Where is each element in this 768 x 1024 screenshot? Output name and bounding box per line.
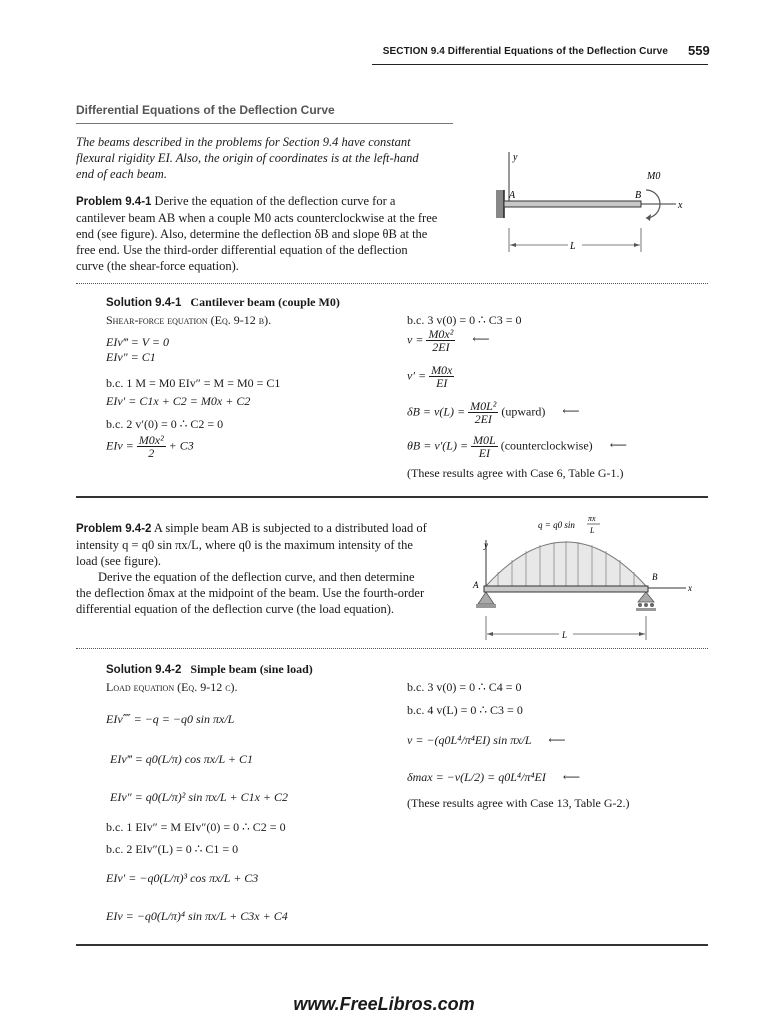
figure-cantilever-beam bbox=[480, 148, 710, 263]
point-a-label: A bbox=[473, 580, 479, 590]
note: (counterclockwise) bbox=[500, 438, 593, 453]
solution-9-4-2-heading bbox=[106, 662, 313, 677]
eq-line-3: EIv″ = q0(L/π)² sin πx/L + C1x + C2 bbox=[110, 790, 289, 804]
point-b-label: B bbox=[635, 190, 642, 201]
solution-label: Solution 9.4-2 bbox=[106, 664, 182, 676]
eq-right-1: b.c. 3 v(0) = 0 ∴ C3 = 0 bbox=[407, 313, 522, 327]
agreement-note: (These results agree with Case 6, Table G-1.) bbox=[407, 466, 624, 480]
rhs: + C3 bbox=[168, 438, 194, 453]
beam bbox=[484, 586, 648, 592]
eq-line-5: b.c. 2 EIv″(L) = 0 ∴ C1 = 0 bbox=[106, 842, 239, 856]
equation: δmax = −v(L/2) = q0L⁴/π⁴EI bbox=[407, 770, 546, 784]
solution-title: Cantilever beam (couple M0) bbox=[190, 295, 340, 309]
eq-right-2: b.c. 4 v(L) = 0 ∴ C3 = 0 bbox=[407, 703, 523, 717]
result-arrow-icon: ⟵ bbox=[562, 404, 580, 419]
figure-simple-beam-sine-load bbox=[470, 508, 710, 644]
solution-label: Solution 9.4-1 bbox=[106, 297, 182, 309]
lhs: EIv = bbox=[106, 438, 134, 453]
eq-line-5: b.c. 2 v′(0) = 0 ∴ C2 = 0 bbox=[106, 417, 224, 431]
lhs: θB = v′(L) = bbox=[407, 438, 469, 453]
load-label: q = q0 sin bbox=[538, 520, 575, 530]
problem-label: Problem 9.4-1 bbox=[76, 196, 152, 208]
eq-line-1: EIv⁗ = −q = −q0 sin πx/L bbox=[106, 712, 235, 726]
problem-9-4-2 bbox=[76, 520, 428, 617]
result-arrow-icon: ⟵ bbox=[472, 332, 490, 347]
lhs: v = bbox=[407, 332, 424, 347]
result-arrow-icon: ⟵ bbox=[609, 438, 627, 453]
couple-arrowhead bbox=[646, 214, 651, 221]
eq-line-6 bbox=[106, 434, 194, 459]
section-title: Differential Equations of the Deflection Curve bbox=[76, 103, 335, 117]
fraction bbox=[137, 434, 166, 459]
numerator: M0x² bbox=[428, 327, 454, 341]
problem-label: Problem 9.4-2 bbox=[76, 523, 152, 535]
solution-title: Simple beam (sine load) bbox=[190, 662, 313, 676]
denominator: 2EI bbox=[432, 340, 450, 354]
eq-right-3 bbox=[407, 364, 454, 389]
numerator: M0x bbox=[431, 363, 453, 377]
load-label-num: πx bbox=[588, 514, 596, 523]
separator-solid-1 bbox=[76, 496, 708, 498]
eq-line-4: EIv′ = C1x + C2 = M0x + C2 bbox=[106, 394, 251, 408]
header-rule bbox=[372, 64, 708, 65]
separator-dotted-2 bbox=[76, 648, 708, 649]
eq-line-3: b.c. 1 M = M0 EIv″ = M = M0 = C1 bbox=[106, 376, 281, 390]
agreement-note: (These results agree with Case 13, Table G-2.) bbox=[407, 796, 630, 810]
dim-arrow-right bbox=[634, 243, 640, 247]
problem-9-4-1 bbox=[76, 193, 438, 274]
couple-label: M0 bbox=[647, 171, 661, 182]
fraction bbox=[468, 400, 498, 425]
y-axis-label: y bbox=[484, 540, 488, 550]
length-label: L bbox=[562, 630, 568, 640]
denominator: 2EI bbox=[474, 412, 492, 426]
eq-right-3 bbox=[407, 733, 566, 748]
numerator: M0L² bbox=[470, 399, 497, 413]
fraction bbox=[426, 328, 455, 353]
numerator: M0L bbox=[473, 433, 496, 447]
denominator: EI bbox=[478, 446, 491, 460]
eq-line-2: EIv‴ = q0(L/π) cos πx/L + C1 bbox=[110, 752, 254, 766]
lhs: δB = v(L) = bbox=[407, 404, 466, 419]
pin-support bbox=[478, 592, 494, 604]
eq-line-4: b.c. 1 EIv″ = M EIv″(0) = 0 ∴ C2 = 0 bbox=[106, 820, 286, 834]
section-intro: The beams described in the problems for Section 9.4 have constant flexural rigidity EI. Also, the origin of coordinates is at the left-hand end of each beam. bbox=[76, 135, 419, 181]
roller-support-ground bbox=[636, 608, 656, 611]
pin-support-ground bbox=[476, 604, 496, 608]
roller-wheels bbox=[638, 603, 654, 607]
point-a-label: A bbox=[509, 190, 516, 201]
separator-dotted-1 bbox=[76, 283, 708, 284]
length-label: L bbox=[570, 241, 576, 252]
solution-9-4-1-heading bbox=[106, 295, 340, 310]
section-title-rule bbox=[76, 123, 453, 124]
dim-arrow-right bbox=[639, 632, 645, 636]
running-title: SECTION 9.4 Differential Equations of the Deflection Curve bbox=[382, 46, 668, 57]
eq-line-6: EIv′ = −q0(L/π)³ cos πx/L + C3 bbox=[106, 871, 259, 885]
eq-right-5 bbox=[407, 434, 627, 459]
fraction bbox=[471, 434, 498, 459]
lhs: v′ = bbox=[407, 368, 427, 383]
equation: v = −(q0L⁴/π⁴EI) sin πx/L bbox=[407, 733, 532, 747]
denominator: 2 bbox=[148, 446, 155, 460]
result-arrow-icon: ⟵ bbox=[548, 733, 566, 747]
eq-right-1: b.c. 3 v(0) = 0 ∴ C4 = 0 bbox=[407, 680, 522, 694]
eq-line-2: EIv″ = C1 bbox=[106, 350, 156, 364]
footer-site: www.FreeLibros.com bbox=[293, 994, 475, 1014]
equation-type: Load equation (Eq. 9-12 c). bbox=[106, 680, 238, 694]
x-axis-label: x bbox=[678, 200, 683, 211]
eq-right-4 bbox=[407, 770, 580, 785]
x-axis-label: x bbox=[688, 583, 692, 593]
eq-line-7: EIv = −q0(L/π)⁴ sin πx/L + C3x + C4 bbox=[106, 909, 288, 923]
eq-right-2 bbox=[407, 328, 490, 353]
note: (upward) bbox=[501, 404, 546, 419]
page-number: 559 bbox=[688, 43, 710, 58]
separator-solid-2 bbox=[76, 944, 708, 946]
load-label-den: L bbox=[590, 526, 595, 535]
point-b-label: B bbox=[652, 572, 658, 582]
fixed-support bbox=[496, 190, 504, 218]
y-axis-label: y bbox=[513, 152, 518, 163]
problem-text: Derive the equation of the deflection curve for a cantilever beam AB when a couple M0 acts counterclockwise at the free end (see figure). Also, determine the deflection δB and slope θB at the free end. Use the third-order differential equation of the deflection curve (the shear-force equation). bbox=[76, 194, 438, 273]
dim-arrow-left bbox=[510, 243, 516, 247]
equation-type: Shear-force equation (Eq. 9-12 b). bbox=[106, 313, 272, 327]
roller-support bbox=[638, 592, 654, 602]
numerator: M0x² bbox=[138, 433, 164, 447]
dim-arrow-left bbox=[487, 632, 493, 636]
eq-right-4 bbox=[407, 400, 580, 425]
eq-line-1: EIv‴ = V = 0 bbox=[106, 335, 169, 349]
problem-text-1: A simple beam AB is subjected to a distributed load of intensity q = q0 sin πx/L, where q0 is the maximum intensity of the load (see figure). bbox=[76, 521, 427, 568]
fraction bbox=[429, 364, 454, 389]
running-header bbox=[383, 46, 668, 57]
denominator: EI bbox=[436, 376, 448, 390]
result-arrow-icon: ⟵ bbox=[562, 770, 581, 784]
beam bbox=[504, 201, 641, 207]
problem-text-2: Derive the equation of the deflection curve, and then determine the deflection δmax at the midpoint of the beam. Use the fourth-order differential equation of the deflection curve (the load equation). bbox=[76, 570, 425, 616]
